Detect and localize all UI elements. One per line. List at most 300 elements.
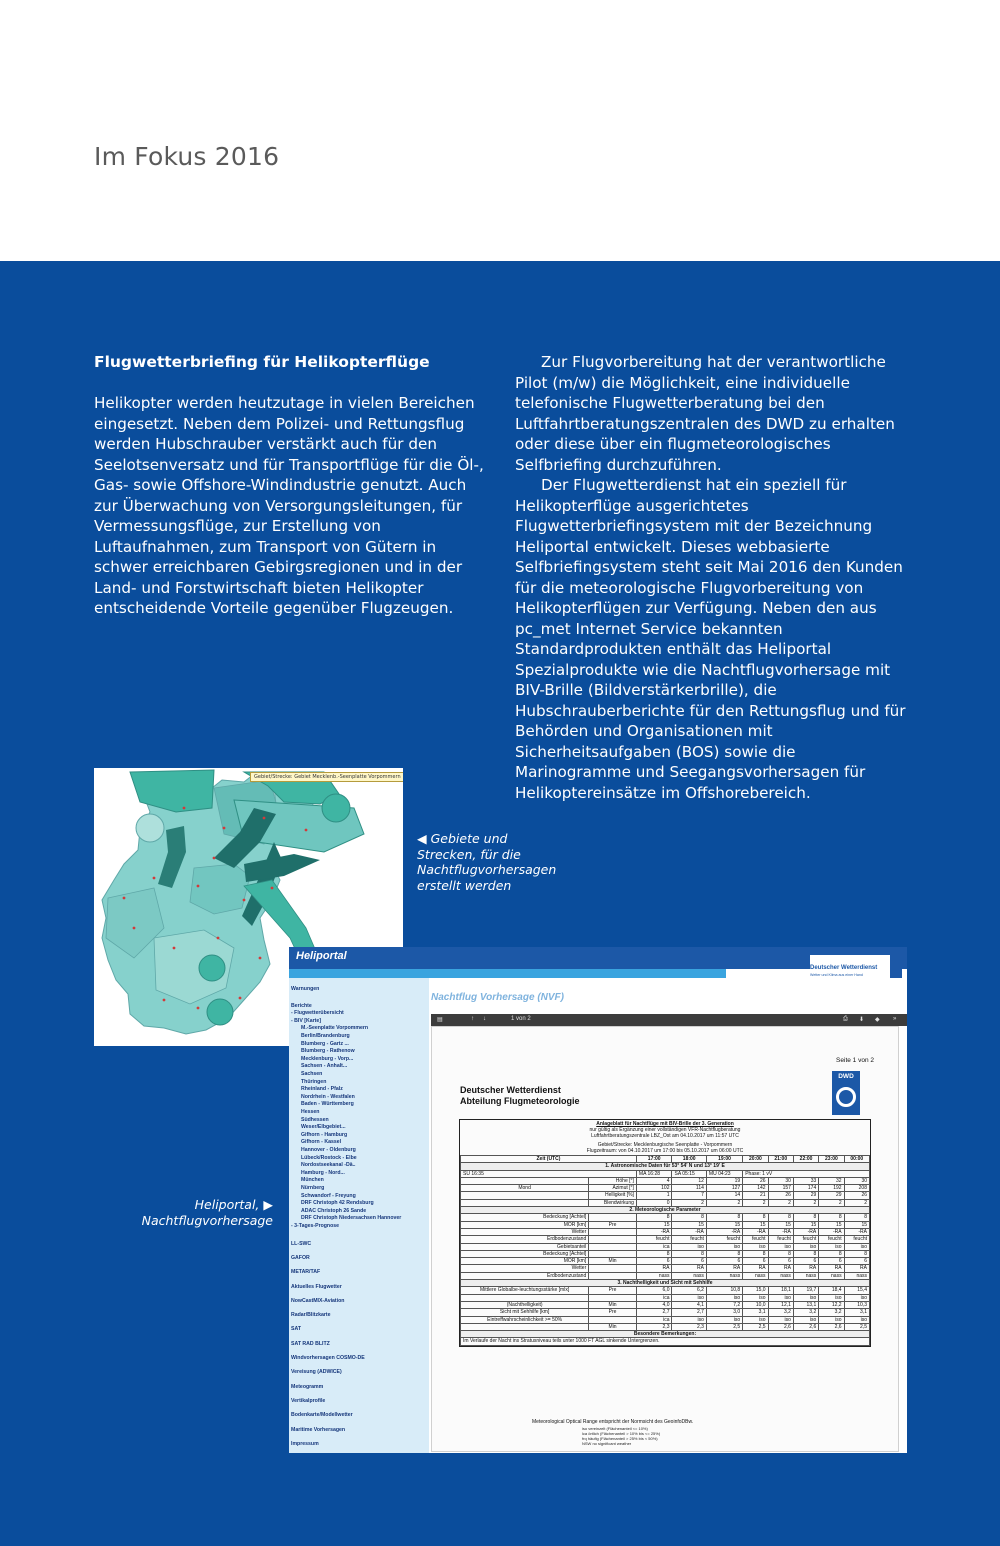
value-cell: 2 — [793, 1199, 818, 1206]
value-cell: 2,6 — [768, 1323, 793, 1330]
sidebar-item[interactable]: Windvorhersagen COSMO-DE — [291, 1355, 365, 1361]
sidebar-item[interactable]: Warnungen — [291, 986, 320, 992]
dwd-slogan: Wetter und Klima aus einer Hand — [810, 973, 863, 977]
value-cell: ica — [636, 1316, 672, 1323]
value-cell: RA — [672, 1265, 706, 1272]
download-icon[interactable]: ⬇ — [859, 1017, 865, 1023]
sidebar-item[interactable]: Lübeck/Rostock - Elbe — [301, 1154, 357, 1161]
value-cell: feucht — [743, 1236, 768, 1243]
section-title: 1. Astronomische Daten für 53° 54' N und 13° 19' E — [461, 1163, 870, 1170]
section-title: 2. Meteorologische Parameter — [461, 1207, 870, 1214]
group-label: Min — [589, 1323, 637, 1330]
value-cell: ica — [636, 1243, 672, 1250]
value-cell: ica — [636, 1294, 672, 1301]
table-row — [461, 1236, 870, 1243]
table-row — [461, 1177, 870, 1184]
table-row — [461, 1214, 870, 1221]
sidebar-item[interactable]: SAT — [291, 1326, 301, 1333]
sidebar-item[interactable]: LL-SWC — [291, 1240, 312, 1247]
value-cell: iso — [706, 1316, 742, 1323]
heliportal-app-title: Heliportal — [296, 950, 347, 962]
time-label: Zeit (UTC) — [461, 1156, 637, 1163]
sidebar-item[interactable]: Sachsen — [301, 1071, 323, 1077]
sidebar-item[interactable]: Nürnberg — [301, 1185, 325, 1191]
value-cell: iso — [793, 1316, 818, 1323]
table-row — [461, 1258, 870, 1265]
sidebar-item[interactable]: NowCastMIX-Aviation — [291, 1297, 345, 1304]
group-label — [589, 1214, 637, 1221]
table-row — [461, 1221, 870, 1228]
remark-cell: Im Verlaufe der Nacht ins Stratusniveau teils unter 1000 FT AGL sinkende Untergrenzen. — [461, 1338, 870, 1345]
value-cell: iso — [768, 1243, 793, 1250]
value-cell: 2 — [706, 1199, 742, 1206]
value-cell: 29 — [793, 1192, 818, 1199]
table-row — [461, 1287, 870, 1294]
row-label — [461, 1294, 589, 1301]
value-cell: 18,4 — [819, 1287, 844, 1294]
sidebar-item[interactable]: Baden - Württemberg — [301, 1101, 354, 1108]
value-cell: 21 — [743, 1192, 768, 1199]
sidebar-item[interactable]: Schwandorf - Freyung — [301, 1192, 356, 1199]
nvf-table-wrap — [459, 1119, 871, 1347]
row-label: Mittlere Globalbe-leuchtungsstärke [mlx] — [461, 1287, 589, 1294]
value-cell: 8 — [819, 1250, 844, 1257]
value-cell: iso — [819, 1243, 844, 1250]
dwd-name: Deutscher Wetterdienst — [810, 965, 878, 971]
doc-page-label: Seite 1 von 2 — [836, 1057, 874, 1064]
print-icon[interactable]: ⎙ — [843, 1016, 848, 1022]
value-cell: iso — [706, 1294, 742, 1301]
value-cell: iso — [844, 1243, 869, 1250]
row-label: Wetter — [461, 1228, 589, 1235]
row-label: Gebietsanteil — [461, 1243, 589, 1250]
value-cell: 10,3 — [844, 1301, 869, 1308]
value-cell: 2,6 — [793, 1323, 818, 1330]
heliportal-caption: Heliportal, ▶ Nachtflugvorhersage — [141, 1197, 273, 1228]
dwd-logo-icon — [890, 955, 902, 979]
value-cell: 0 — [636, 1199, 672, 1206]
value-cell: 26 — [768, 1192, 793, 1199]
value-cell: 102 — [636, 1185, 672, 1192]
value-cell: 15 — [706, 1221, 742, 1228]
value-cell: 4,0 — [636, 1301, 672, 1308]
dwd-doc-logo — [832, 1071, 860, 1115]
value-cell: 26 — [743, 1177, 768, 1184]
value-cell: -RA — [636, 1228, 672, 1235]
sidebar-item[interactable]: ADAC Christoph 26 Sande — [301, 1207, 367, 1214]
dwd-swirl-icon — [836, 1087, 856, 1107]
value-cell: 142 — [743, 1185, 768, 1192]
group-label: Pre — [589, 1221, 637, 1228]
heliportal-sidebar — [289, 978, 429, 1453]
sidebar-item[interactable]: - 3-Tages-Prognose — [291, 1223, 340, 1229]
value-cell: 192 — [819, 1185, 844, 1192]
value-cell: nass — [768, 1272, 793, 1279]
value-cell: 2,7 — [636, 1309, 672, 1316]
value-cell: iso — [768, 1316, 793, 1323]
sidebar-item[interactable]: München — [301, 1177, 324, 1184]
value-cell: 12 — [672, 1177, 706, 1184]
row-label: Höhe [°] — [589, 1177, 637, 1184]
value-cell: nass — [793, 1272, 818, 1279]
value-cell: 8 — [672, 1214, 706, 1221]
group-label — [589, 1243, 637, 1250]
table-row — [461, 1228, 870, 1235]
value-cell: 7 — [672, 1192, 706, 1199]
value-cell: 2,6 — [819, 1323, 844, 1330]
group-label: Min — [589, 1258, 637, 1265]
value-cell: 15 — [768, 1221, 793, 1228]
value-cell: feucht — [672, 1236, 706, 1243]
value-cell: -RA — [819, 1228, 844, 1235]
heliportal-main — [429, 978, 907, 1453]
doc-org-heading — [460, 1085, 580, 1107]
group-label — [461, 1199, 589, 1206]
value-cell: 13,1 — [793, 1301, 818, 1308]
group-label: Pre — [589, 1309, 637, 1316]
value-cell: RA — [768, 1265, 793, 1272]
heliportal-band — [289, 969, 726, 978]
group-label — [589, 1316, 637, 1323]
value-cell: 127 — [706, 1185, 742, 1192]
row-label: MOR [km] — [461, 1221, 589, 1228]
group-label — [589, 1265, 637, 1272]
value-cell: iso — [672, 1243, 706, 1250]
value-cell: iso — [844, 1316, 869, 1323]
sidebar-item[interactable]: DRF Christoph Niedersachsen Hannover — [301, 1215, 402, 1222]
value-cell: iso — [844, 1294, 869, 1301]
value-cell: feucht — [706, 1236, 742, 1243]
sidebar-item[interactable]: Gifhorn - Hamburg — [301, 1131, 348, 1138]
table-row — [461, 1185, 870, 1192]
value-cell: iso — [793, 1243, 818, 1250]
sidebar-item[interactable]: Weser/Elbgebiet... — [301, 1124, 346, 1131]
value-cell: 10,8 — [706, 1287, 742, 1294]
group-label: Mond — [461, 1185, 589, 1192]
pdf-toolbar — [431, 1014, 907, 1026]
value-cell: 174 — [793, 1185, 818, 1192]
value-cell: 208 — [844, 1185, 869, 1192]
group-label — [589, 1272, 637, 1279]
value-cell: 8 — [793, 1214, 818, 1221]
value-cell: -RA — [706, 1228, 742, 1235]
sidebar-item[interactable]: Aktuelles Flugwetter — [291, 1283, 342, 1290]
value-cell: 157 — [768, 1185, 793, 1192]
value-cell: iso — [743, 1294, 768, 1301]
value-cell: 26 — [844, 1192, 869, 1199]
value-cell: 6 — [636, 1258, 672, 1265]
nvf-table — [460, 1155, 870, 1346]
sidebar-item[interactable]: Südhessen — [301, 1116, 329, 1123]
sidebar-item[interactable]: Rheinland - Pfalz — [301, 1086, 343, 1093]
sidebar-item[interactable]: Blumberg - Rathenow — [301, 1048, 355, 1055]
doc-line-4: Gebiet/Strecke: Mecklenburgische Seenplatte - Vorpommern — [597, 1142, 733, 1148]
value-cell: 3,0 — [706, 1309, 742, 1316]
value-cell: 3,2 — [819, 1309, 844, 1316]
value-cell: 6 — [844, 1258, 869, 1265]
section-title: Besondere Bemerkungen: — [461, 1331, 870, 1338]
sidebar-item[interactable]: Nordostseekanal -Dä.. — [301, 1162, 356, 1169]
time-cell: 22:00 — [793, 1156, 818, 1163]
value-cell: -RA — [768, 1228, 793, 1235]
value-cell: 30 — [844, 1177, 869, 1184]
sidebar-item[interactable]: SAT RAD BLITZ — [291, 1340, 330, 1347]
sidebar-item[interactable]: Vertikalprofile — [291, 1397, 326, 1404]
value-cell: 15 — [844, 1221, 869, 1228]
value-cell: feucht — [636, 1236, 672, 1243]
time-cell: 20:00 — [743, 1156, 768, 1163]
pdf-page-info[interactable]: 1 von 2 — [511, 1016, 531, 1022]
heliportal-screenshot — [289, 947, 907, 1453]
value-cell: 2 — [819, 1199, 844, 1206]
table-row — [461, 1331, 870, 1338]
value-cell: 3,2 — [768, 1309, 793, 1316]
sidebar-item[interactable]: Impressum — [291, 1440, 319, 1447]
time-cell: 18:00 — [672, 1156, 706, 1163]
legend-line: NSW no significant weather — [582, 1441, 632, 1446]
value-cell: 114 — [672, 1185, 706, 1192]
sidebar-item[interactable]: Nordrhein - Westfalen — [301, 1093, 355, 1100]
sidebar-item[interactable]: Berichte — [291, 1002, 312, 1009]
value-cell: 15 — [743, 1221, 768, 1228]
value-cell: 3,1 — [743, 1309, 768, 1316]
value-cell: 8 — [636, 1214, 672, 1221]
value-cell: feucht — [844, 1236, 869, 1243]
value-cell: 2 — [768, 1199, 793, 1206]
row-label: Wetter — [461, 1265, 589, 1272]
doc-line-1: Anlageblatt für Nachtflüge mit BIV-Brille der 3. Generation — [596, 1121, 734, 1127]
table-row — [461, 1294, 870, 1301]
doc-line-2: nur gültig als Ergänzung einer vollständigen VFR-Nachtflugberatung — [589, 1127, 741, 1133]
value-cell: RA — [743, 1265, 768, 1272]
table-row — [461, 1280, 870, 1287]
sidebar-item[interactable]: Hessen — [301, 1109, 320, 1115]
value-cell: 8 — [844, 1214, 869, 1221]
row-label: Erdbodenzustand — [461, 1272, 589, 1279]
table-row — [461, 1265, 870, 1272]
table-row — [461, 1192, 870, 1199]
table-row — [461, 1316, 870, 1323]
table-row — [461, 1323, 870, 1330]
value-cell: 8 — [743, 1214, 768, 1221]
value-cell: 19,7 — [793, 1287, 818, 1294]
value-cell: iso — [672, 1316, 706, 1323]
value-cell: 15,0 — [743, 1287, 768, 1294]
sidebar-item[interactable]: METAR/TAF — [291, 1269, 321, 1276]
astro-cell: SA 05:15 — [672, 1170, 706, 1177]
doc-line-5: Flugzeitraum: von 04.10.2017 um 17:00 bis 05.10.2017 um 06:00 UTC — [586, 1148, 744, 1154]
table-row — [461, 1199, 870, 1206]
bookmark-icon[interactable]: ◆ — [875, 1017, 880, 1023]
value-cell: RA — [819, 1265, 844, 1272]
time-cell: 17:00 — [636, 1156, 672, 1163]
time-cell: 19:00 — [706, 1156, 742, 1163]
value-cell: 2,3 — [636, 1323, 672, 1330]
sidebar-item[interactable]: Radar/Blitzkarte — [291, 1312, 331, 1319]
sidebar-item[interactable]: Bodenkarte/Modellwetter — [291, 1412, 353, 1419]
value-cell: iso — [768, 1294, 793, 1301]
left-column — [94, 352, 489, 619]
caption-arrow-left-icon: ◀ — [417, 831, 427, 846]
value-cell: iso — [672, 1294, 706, 1301]
value-cell: feucht — [793, 1236, 818, 1243]
value-cell: 2,3 — [672, 1323, 706, 1330]
value-cell: 2,5 — [743, 1323, 768, 1330]
value-cell: 8 — [636, 1250, 672, 1257]
sidebar-toggle-icon[interactable]: ▤ — [437, 1017, 443, 1023]
value-cell: 2,5 — [844, 1323, 869, 1330]
group-label — [461, 1177, 589, 1184]
value-cell: 8 — [844, 1250, 869, 1257]
group-label: Min — [589, 1301, 637, 1308]
sidebar-item[interactable]: Sachsen - Anhalt... — [301, 1063, 348, 1070]
row-label: Bedeckung [Achtel] — [461, 1214, 589, 1221]
value-cell: 6,0 — [636, 1287, 672, 1294]
sidebar-item[interactable]: Meteogramm — [291, 1383, 324, 1390]
sidebar-item[interactable]: - Flugwetterübersicht — [291, 1010, 344, 1017]
sidebar-item[interactable]: Gifhorn - Kassel — [301, 1139, 342, 1146]
value-cell: 30 — [768, 1177, 793, 1184]
value-cell: -RA — [793, 1228, 818, 1235]
table-row — [461, 1301, 870, 1308]
group-label: Pre — [589, 1287, 637, 1294]
value-cell: 6 — [819, 1258, 844, 1265]
sidebar-item[interactable]: - BIV [Karte] — [291, 1017, 321, 1024]
row-label: Eintreffwahrscheinlichkeit >= 50% — [461, 1316, 589, 1323]
group-label — [589, 1250, 637, 1257]
sidebar-item[interactable]: DRF Christoph 42 Rendsburg — [301, 1200, 374, 1207]
legend-line: iso vereinzelt (Flächenanteil <= 10%) — [582, 1426, 648, 1431]
time-cell: 23:00 — [819, 1156, 844, 1163]
row-label — [461, 1323, 589, 1330]
value-cell: 10,0 — [743, 1301, 768, 1308]
sidebar-item[interactable]: Hamburg - Nord... — [301, 1169, 345, 1176]
sidebar-item[interactable]: Maritime Vorhersagen — [291, 1426, 346, 1433]
value-cell: nass — [844, 1272, 869, 1279]
value-cell: 19 — [706, 1177, 742, 1184]
value-cell: 3,2 — [793, 1309, 818, 1316]
value-cell: 2,7 — [672, 1309, 706, 1316]
time-cell: 00:00 — [844, 1156, 869, 1163]
value-cell: nass — [706, 1272, 742, 1279]
value-cell: RA — [636, 1265, 672, 1272]
value-cell: nass — [636, 1272, 672, 1279]
value-cell: iso — [743, 1243, 768, 1250]
doc-footnote: Meteorological Optical Range entspricht der Normsicht des GeoinfoDBw. — [532, 1419, 694, 1425]
value-cell: 6,2 — [672, 1287, 706, 1294]
table-row — [461, 1309, 870, 1316]
row-label: Erdbodenzustand — [461, 1236, 589, 1243]
value-cell: -RA — [672, 1228, 706, 1235]
value-cell: 8 — [768, 1214, 793, 1221]
value-cell: 2,5 — [706, 1323, 742, 1330]
value-cell: iso — [706, 1243, 742, 1250]
more-icon[interactable]: » — [893, 1016, 897, 1022]
value-cell: iso — [743, 1316, 768, 1323]
value-cell: 8 — [768, 1250, 793, 1257]
value-cell: 15 — [793, 1221, 818, 1228]
row-label: Helligkeit [%] — [589, 1192, 637, 1199]
page-down-icon[interactable]: ↓ — [483, 1016, 486, 1022]
value-cell: 15,4 — [844, 1287, 869, 1294]
value-cell: 3,1 — [844, 1309, 869, 1316]
value-cell: 12,1 — [768, 1301, 793, 1308]
value-cell: RA — [793, 1265, 818, 1272]
paragraph-2: Der Flugwetterdienst hat ein speziell für Helikopterflüge ausgerichtetes Flugwetterbriefingsystem mit der Bezeichnung Heliportal entwickelt. Dieses webbasierte Selfbriefingsystem steht seit Mai 2016 den Kunden für die meteorologische Flugvorbereitung von Helikopterflügen zur Verfügung. Neben den aus pc_met Internet Service bekannten Standardprodukten enthält das Heliportal Spezialprodukte wie die Nachtflugvorhersage mit BIV-Brille (Bildverstärkerbrille), die Hubschrauberberichte für den Rettungsflug und für Behörden und Organisationen mit Sicherheitsaufgaben (BOS) sowie die Marinogramme und Seegangsvorhersagen für Helikoptereinsätze im Offshorebereich. — [515, 476, 906, 802]
page-up-icon[interactable]: ↑ — [471, 1016, 474, 1022]
row-label: Azimut [°] — [589, 1185, 637, 1192]
nvf-page-title: Nachtflug Vorhersage (NVF) — [431, 992, 564, 1003]
value-cell: 14 — [706, 1192, 742, 1199]
value-cell: 2 — [672, 1199, 706, 1206]
value-cell: nass — [819, 1272, 844, 1279]
value-cell: 32 — [819, 1177, 844, 1184]
value-cell: 15 — [819, 1221, 844, 1228]
group-label — [589, 1228, 637, 1235]
pdf-page — [431, 1026, 899, 1452]
value-cell: 29 — [819, 1192, 844, 1199]
map-caption-text: Gebiete und Strecken, für die Nachtflugvorhersagen erstellt werden — [417, 831, 557, 893]
group-label — [589, 1236, 637, 1243]
page-title: Im Fokus 2016 — [94, 142, 280, 171]
value-cell: RA — [844, 1265, 869, 1272]
doc-org-line2: Abteilung Flugmeteorologie — [460, 1096, 580, 1106]
value-cell: nass — [743, 1272, 768, 1279]
value-cell: 4,1 — [672, 1301, 706, 1308]
value-cell: iso — [819, 1316, 844, 1323]
row-label: (Nachthelligkeit) — [461, 1301, 589, 1308]
group-label — [461, 1192, 589, 1199]
sidebar-item[interactable]: Berlin/Brandenburg — [301, 1033, 350, 1039]
group-label — [589, 1294, 637, 1301]
value-cell: 6 — [706, 1258, 742, 1265]
sidebar-item[interactable]: M.-Seenplatte Vorpommern — [301, 1025, 369, 1032]
sidebar-item[interactable]: Hannover - Oldenburg — [301, 1147, 356, 1153]
value-cell: 6 — [672, 1258, 706, 1265]
intro-paragraph: Helikopter werden heutzutage in vielen Bereichen eingesetzt. Neben dem Polizei- und Rettungsflug werden Hubschrauber verstärkt auch für den Seelotsenversatz und für Transportflüge für die Öl-, Gas- sowie Offshore-Windindustrie genutzt. Auch zur Überwachung von Versorgungsleitungen, für Vermessungsflüge, zur Erstellung von Luftaufnahmen, zum Transport von Gütern in schwer erreichbaren Gebirgsregionen und in der Land- und Forstwirtschaft bieten Helikopter entscheidende Vorteile gegenüber Flugzeugen. — [94, 394, 484, 617]
value-cell: 8 — [793, 1250, 818, 1257]
value-cell: 15 — [672, 1221, 706, 1228]
value-cell: 12,2 — [819, 1301, 844, 1308]
map-area-tag: Gebiet/Strecke: Gebiet Mecklenb.-Seenplatte Vorpommern — [250, 772, 403, 782]
value-cell: iso — [793, 1294, 818, 1301]
row-label: Bedeckung [Achtel] — [461, 1250, 589, 1257]
value-cell: 8 — [672, 1250, 706, 1257]
value-cell: 6 — [793, 1258, 818, 1265]
value-cell: 4 — [636, 1177, 672, 1184]
sidebar-item[interactable]: Blumberg - Gartz ... — [301, 1040, 349, 1047]
value-cell: 8 — [743, 1250, 768, 1257]
doc-org-line1: Deutscher Wetterdienst — [460, 1085, 561, 1095]
astro-cell: SU 16:35 — [461, 1170, 637, 1177]
time-cell: 21:00 — [768, 1156, 793, 1163]
sidebar-item[interactable]: Mecklenburg - Vorp... — [301, 1055, 354, 1062]
sidebar-item[interactable]: Vereisung (ADWICE) — [291, 1369, 342, 1376]
value-cell: 1 — [636, 1192, 672, 1199]
table-row — [461, 1272, 870, 1279]
row-label: Blendwirkung — [589, 1199, 637, 1206]
value-cell: -RA — [743, 1228, 768, 1235]
sidebar-item[interactable]: GAFOR — [291, 1254, 310, 1261]
value-cell: 6 — [768, 1258, 793, 1265]
legend-line: frq häufig (Flächenanteil > 25% bis < 50%) — [582, 1436, 658, 1441]
value-cell: 6 — [743, 1258, 768, 1265]
sidebar-item[interactable]: Thüringen — [301, 1078, 327, 1085]
value-cell: 2 — [743, 1199, 768, 1206]
astro-cell: Phase: 1 vV — [743, 1170, 870, 1177]
astro-cell: MA 16:28 — [636, 1170, 672, 1177]
paragraph-1: Zur Flugvorbereitung hat der verantwortliche Pilot (m/w) die Möglichkeit, eine individuelle telefonische Flugwetterberatung bei den Luftfahrtberatungszentralen des DWD zu erhalten oder diese über ein flugmeteorologisches Selfbriefing durchzuführen. — [515, 353, 895, 474]
